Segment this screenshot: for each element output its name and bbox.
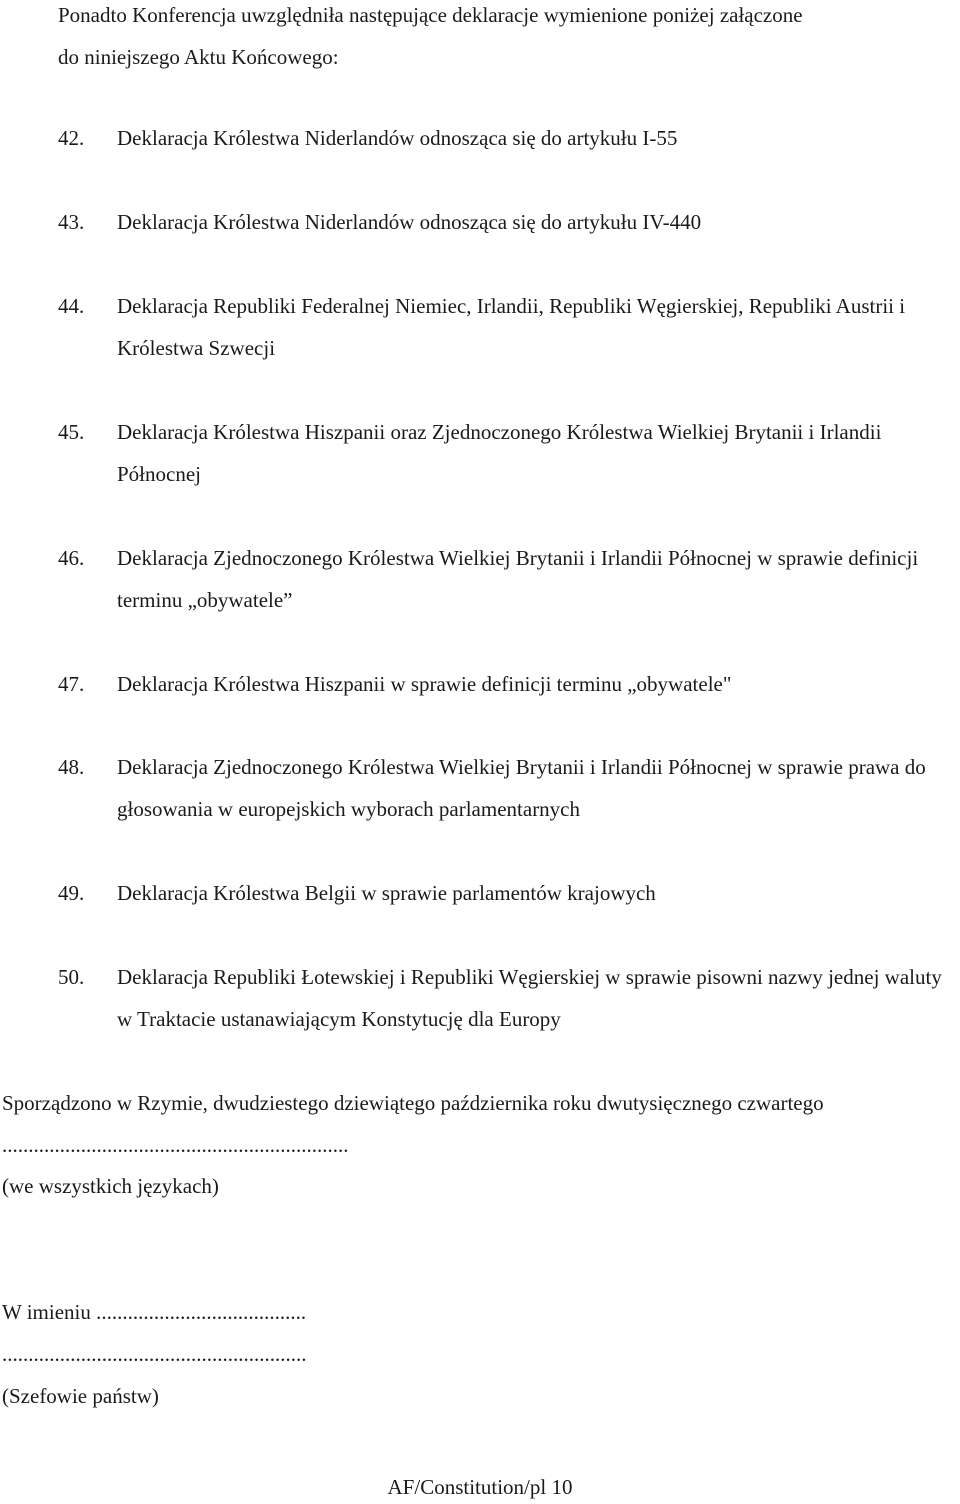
- declaration-number: 44.: [58, 294, 85, 318]
- signature-dots: ..........................................................: [2, 1342, 307, 1366]
- declaration-number: 47.: [58, 672, 85, 696]
- heads-of-state-note: (Szefowie państw): [2, 1384, 159, 1408]
- declaration-text: Deklaracja Królestwa Niderlandów odnosząca się do artykułu IV-440: [117, 210, 702, 234]
- document-reference: AF/Constitution/pl 10: [387, 1475, 573, 1499]
- declaration-number: 49.: [58, 881, 85, 905]
- declaration-text: Deklaracja Królestwa Belgii w sprawie parlamentów krajowych: [117, 881, 656, 905]
- declaration-text: Deklaracja Królestwa Hiszpanii oraz Zjednoczonego Królestwa Wielkiej Brytanii i Irlandii Północnej: [117, 420, 882, 486]
- intro-line-1: Ponadto Konferencja uwzględniła następujące deklaracje wymienione poniżej załączone: [58, 3, 803, 27]
- languages-note: (we wszystkich językach): [2, 1174, 219, 1198]
- declaration-text: Deklaracja Królestwa Hiszpanii w sprawie definicji terminu „obywatele": [117, 672, 732, 696]
- declaration-text: Deklaracja Zjednoczonego Królestwa Wielkiej Brytanii i Irlandii Północnej w sprawie prawa do głosowania w europejskich wyborach parlamentarnych: [117, 755, 926, 821]
- declaration-number: 50.: [58, 965, 85, 989]
- intro-line-2: do niniejszego Aktu Końcowego:: [58, 45, 339, 69]
- declaration-number: 42.: [58, 126, 85, 150]
- declaration-text: Deklaracja Królestwa Niderlandów odnosząca się do artykułu I-55: [117, 126, 678, 150]
- declaration-number: 45.: [58, 420, 85, 444]
- place-and-date: Sporządzono w Rzymie, dwudziestego dziewiątego października roku dwutysięcznego czwartego: [2, 1091, 824, 1115]
- declaration-text: Deklaracja Zjednoczonego Królestwa Wielkiej Brytanii i Irlandii Północnej w sprawie definicji terminu „obywatele”: [117, 546, 919, 612]
- declaration-number: 43.: [58, 210, 85, 234]
- declaration-number: 46.: [58, 546, 85, 570]
- declaration-text: Deklaracja Republiki Federalnej Niemiec, Irlandii, Republiki Węgierskiej, Republiki Austrii i Królestwa Szwecji: [117, 294, 906, 360]
- declaration-text: Deklaracja Republiki Łotewskiej i Republiki Węgierskiej w sprawie pisowni nazwy jednej waluty w Traktacie ustanawiającym Konstytucję dla Europy: [117, 965, 942, 1031]
- on-behalf-line: W imieniu ........................................: [2, 1300, 307, 1324]
- declaration-number: 48.: [58, 755, 85, 779]
- signature-dots: ..................................................................: [2, 1133, 349, 1157]
